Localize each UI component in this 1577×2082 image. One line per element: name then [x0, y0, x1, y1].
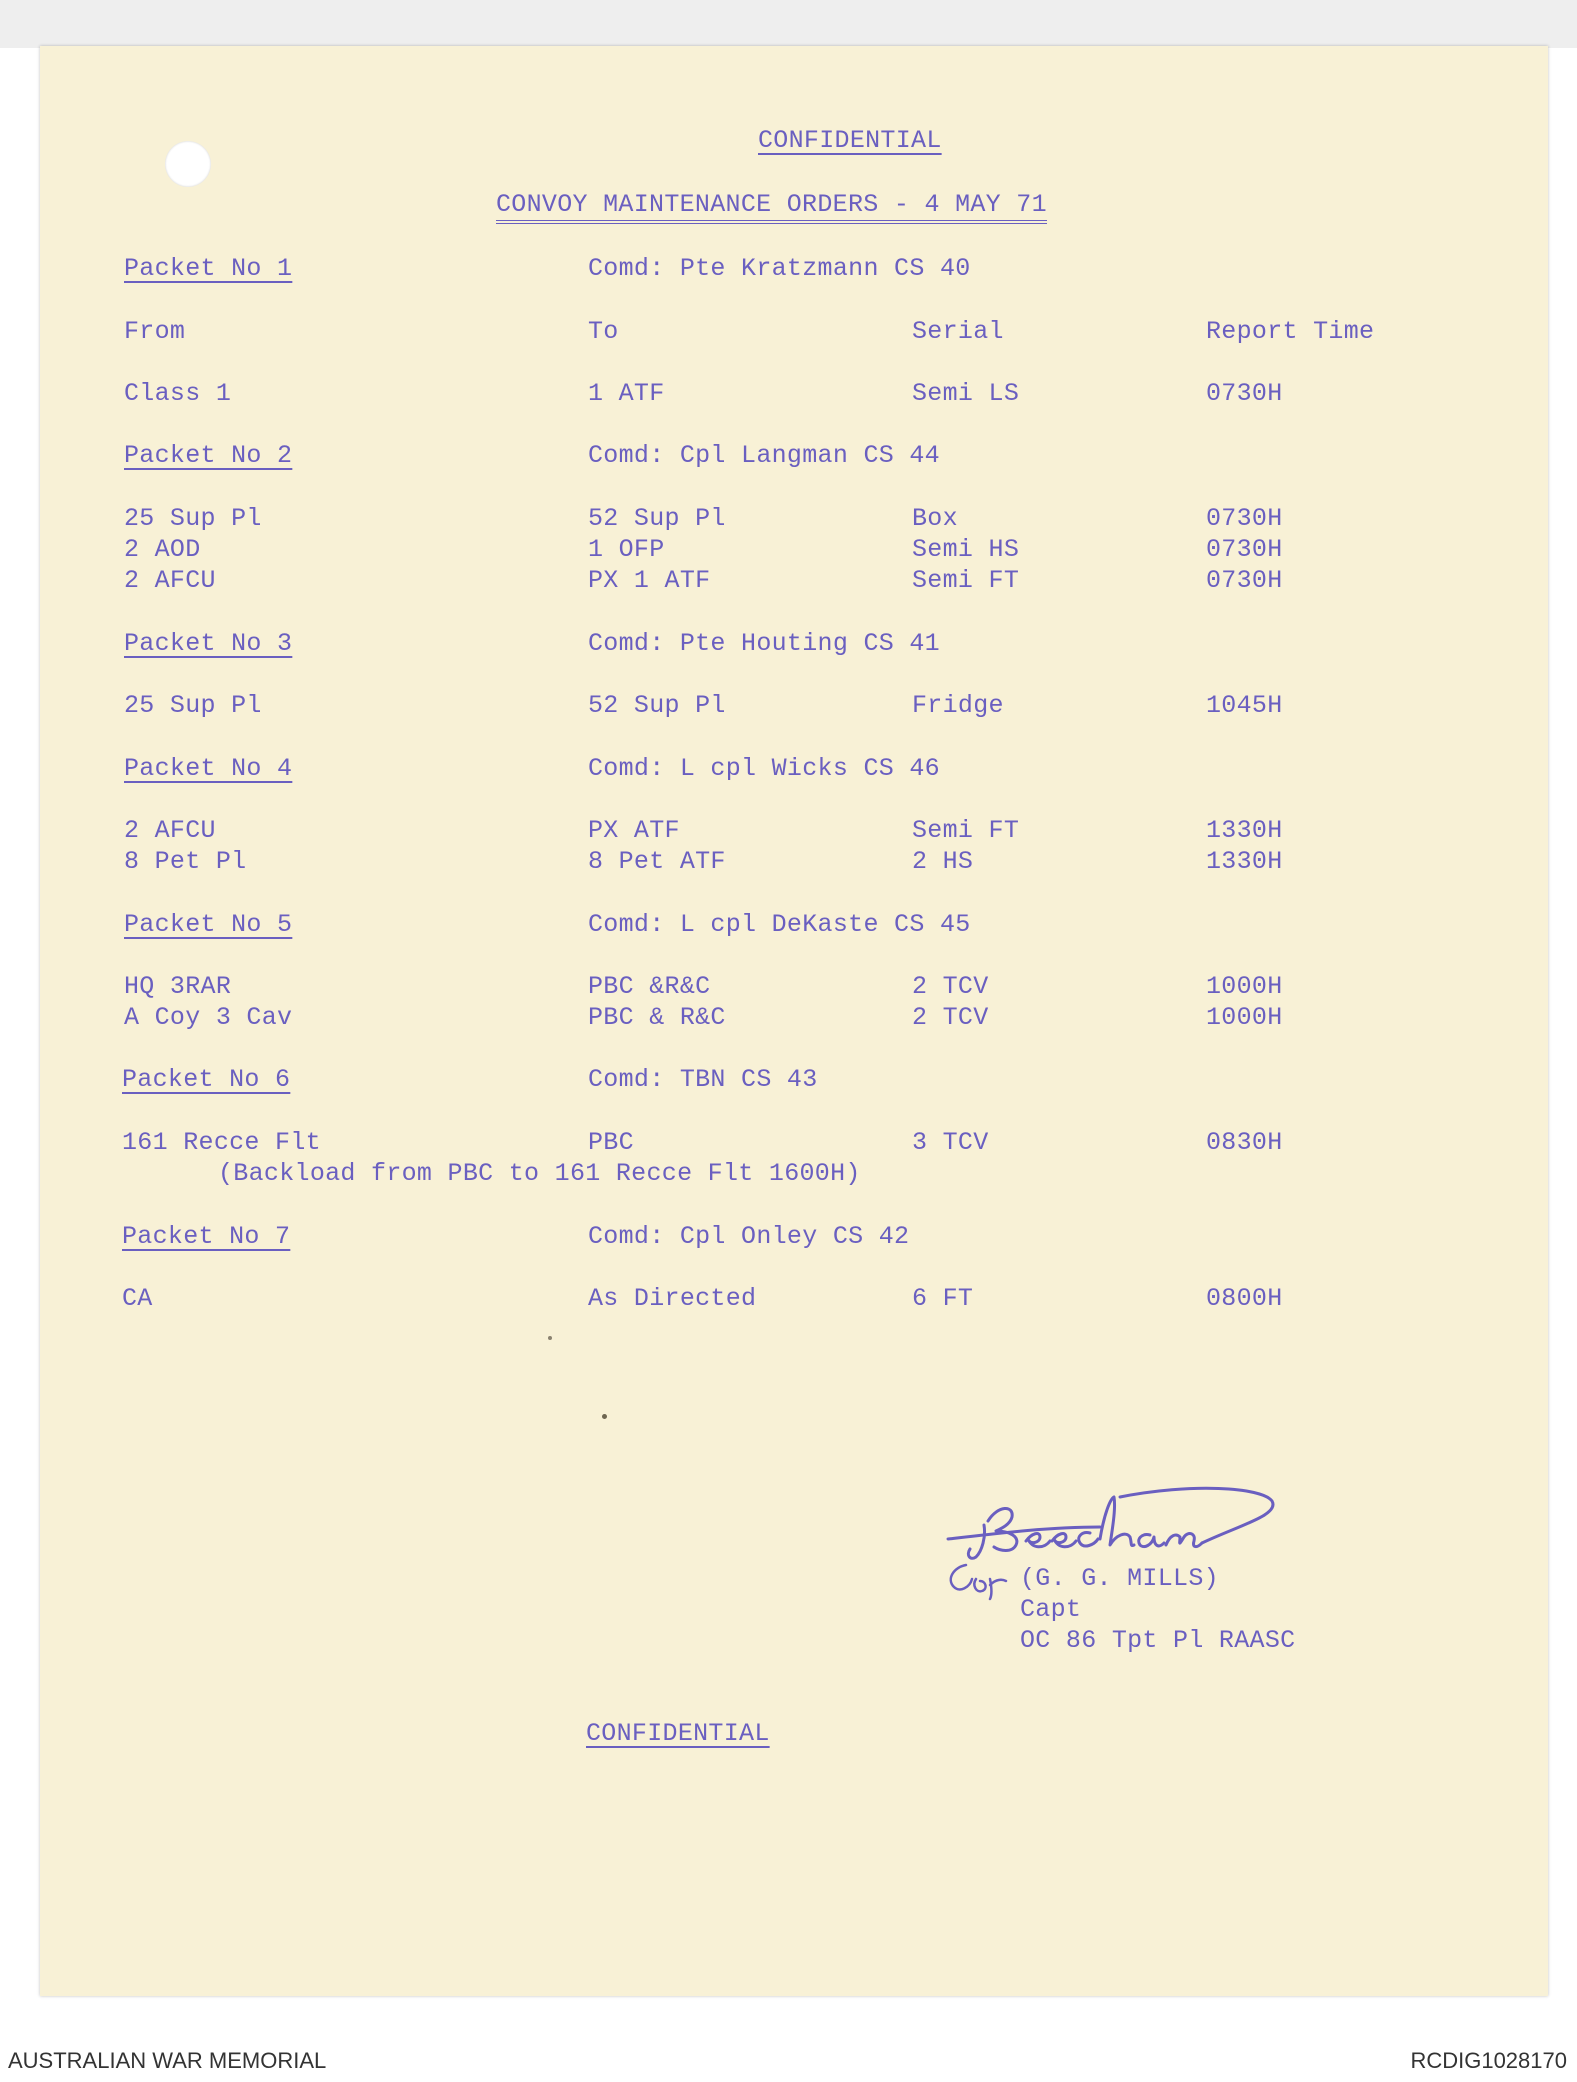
- document-title: CONVOY MAINTENANCE ORDERS - 4 MAY 71: [496, 192, 1047, 224]
- p4-row1-serial: Semi FT: [912, 816, 1020, 845]
- archive-footer-right: RCDIG1028170: [1410, 2048, 1567, 2073]
- packet-5-title: Packet No 5: [124, 910, 293, 939]
- p4-row2-from: 8 Pet Pl: [124, 847, 247, 876]
- p2-row2-serial: Semi HS: [912, 535, 1020, 564]
- p2-row1-to: 52 Sup Pl: [588, 504, 726, 533]
- p5-row2-time: 1000H: [1206, 1003, 1283, 1032]
- p4-row2-to: 8 Pet ATF: [588, 847, 726, 876]
- column-header-to: To: [588, 317, 619, 346]
- p2-row1-serial: Box: [912, 504, 958, 533]
- paper-speck: [548, 1336, 552, 1340]
- p3-row1-from: 25 Sup Pl: [124, 691, 262, 720]
- p5-row1-from: HQ 3RAR: [124, 972, 232, 1001]
- p2-row3-serial: Semi FT: [912, 566, 1020, 595]
- signatory-rank: Capt: [1020, 1595, 1082, 1624]
- p4-row2-serial: 2 HS: [912, 847, 974, 876]
- signatory-name: (G. G. MILLS): [1020, 1564, 1219, 1593]
- signatory-position: OC 86 Tpt Pl RAASC: [1020, 1626, 1296, 1655]
- p1-row1-serial: Semi LS: [912, 379, 1020, 408]
- packet-1-title: Packet No 1: [124, 254, 293, 283]
- p5-row1-time: 1000H: [1206, 972, 1283, 1001]
- p3-row1-serial: Fridge: [912, 691, 1004, 720]
- packet-4-title: Packet No 4: [124, 754, 293, 783]
- p5-row2-serial: 2 TCV: [912, 1003, 989, 1032]
- p3-row1-time: 1045H: [1206, 691, 1283, 720]
- packet-5-comd: Comd: L cpl DeKaste CS 45: [588, 910, 971, 939]
- p6-row1-time: 0830H: [1206, 1128, 1283, 1157]
- packet-1-comd: Comd: Pte Kratzmann CS 40: [588, 254, 971, 283]
- p6-row1-to: PBC: [588, 1128, 634, 1157]
- packet-7-comd: Comd: Cpl Onley CS 42: [588, 1222, 910, 1251]
- p6-row1-serial: 3 TCV: [912, 1128, 989, 1157]
- handwritten-signature: [940, 1475, 1300, 1625]
- scan-background: [0, 0, 1577, 48]
- p4-row2-time: 1330H: [1206, 847, 1283, 876]
- packet-2-title: Packet No 2: [124, 441, 293, 470]
- column-header-serial: Serial: [912, 317, 1004, 346]
- p2-row1-from: 25 Sup Pl: [124, 504, 262, 533]
- p1-row1-from: Class 1: [124, 379, 232, 408]
- p5-row2-to: PBC & R&C: [588, 1003, 726, 1032]
- p4-row1-to: PX ATF: [588, 816, 680, 845]
- p3-row1-to: 52 Sup Pl: [588, 691, 726, 720]
- packet-7-title: Packet No 7: [122, 1222, 291, 1251]
- p5-row1-to: PBC &R&C: [588, 972, 711, 1001]
- p6-row1-from: 161 Recce Flt: [122, 1128, 321, 1157]
- p4-row1-from: 2 AFCU: [124, 816, 216, 845]
- p7-row1-to: As Directed: [588, 1284, 757, 1313]
- column-header-report-time: Report Time: [1206, 317, 1375, 346]
- punch-hole: [165, 141, 211, 187]
- p5-row1-serial: 2 TCV: [912, 972, 989, 1001]
- packet-6-comd: Comd: TBN CS 43: [588, 1065, 818, 1094]
- p7-row1-from: CA: [122, 1284, 153, 1313]
- packet-3-comd: Comd: Pte Houting CS 41: [588, 629, 940, 658]
- p7-row1-serial: 6 FT: [912, 1284, 974, 1313]
- p2-row2-time: 0730H: [1206, 535, 1283, 564]
- p2-row1-time: 0730H: [1206, 504, 1283, 533]
- footer-confidential: CONFIDENTIAL: [586, 1719, 770, 1748]
- p1-row1-to: 1 ATF: [588, 379, 665, 408]
- p7-row1-time: 0800H: [1206, 1284, 1283, 1313]
- column-header-from: From: [124, 317, 186, 346]
- archive-footer-left: AUSTRALIAN WAR MEMORIAL: [8, 2048, 327, 2073]
- p2-row3-from: 2 AFCU: [124, 566, 216, 595]
- p5-row2-from: A Coy 3 Cav: [124, 1003, 293, 1032]
- p2-row3-time: 0730H: [1206, 566, 1283, 595]
- p2-row2-to: 1 OFP: [588, 535, 665, 564]
- p2-row2-from: 2 AOD: [124, 535, 201, 564]
- packet-6-title: Packet No 6: [122, 1065, 291, 1094]
- p4-row1-time: 1330H: [1206, 816, 1283, 845]
- packet-3-title: Packet No 3: [124, 629, 293, 658]
- header-confidential: CONFIDENTIAL: [758, 126, 942, 155]
- p1-row1-time: 0730H: [1206, 379, 1283, 408]
- packet-2-comd: Comd: Cpl Langman CS 44: [588, 441, 940, 470]
- p6-backload-note: (Backload from PBC to 161 Recce Flt 1600H): [218, 1159, 861, 1188]
- paper-speck: [602, 1414, 607, 1419]
- p2-row3-to: PX 1 ATF: [588, 566, 711, 595]
- packet-4-comd: Comd: L cpl Wicks CS 46: [588, 754, 940, 783]
